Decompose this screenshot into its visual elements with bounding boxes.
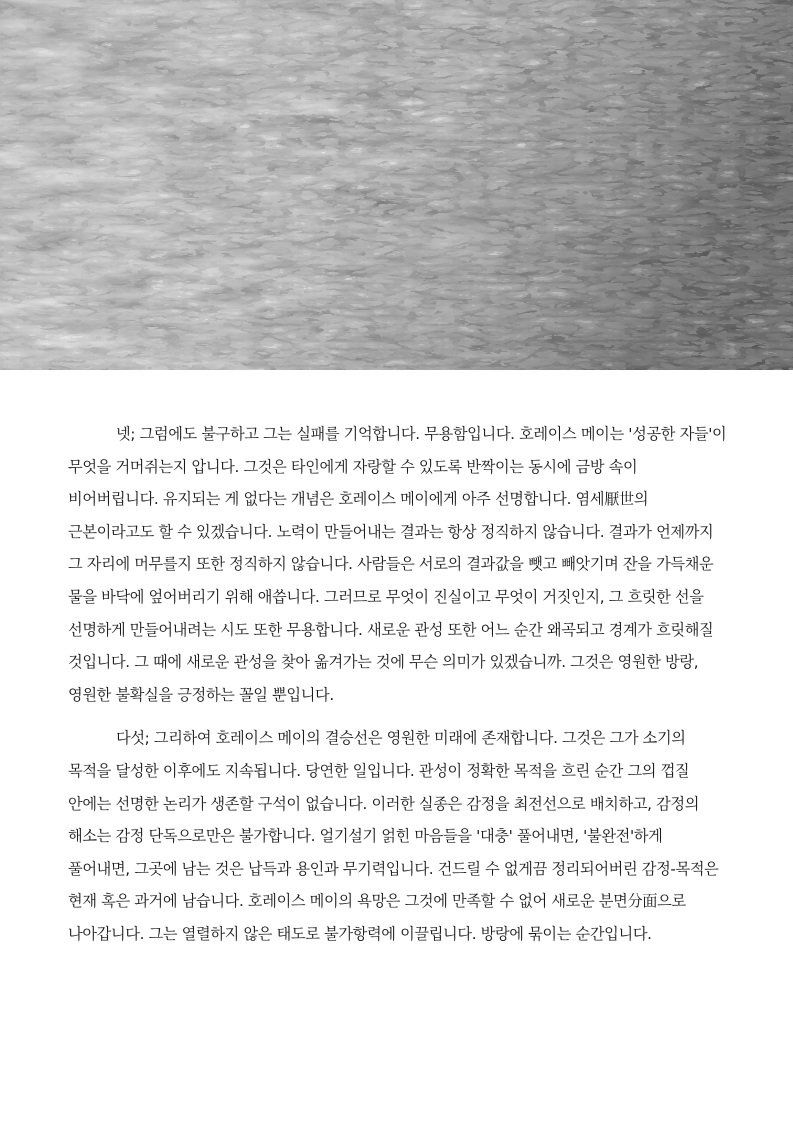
essay-body xyxy=(68,418,728,951)
paragraph-four: 넷; 그럼에도 불구하고 그는 실패를 기억합니다. 무용함입니다. 호레이스 메이는 '성공한 자들'이 무엇을 거머쥐는지 압니다. 그것은 타인에게 자랑할 수 있도록 반짝이는 동시에 금방 속이 비어버립니다. 유지되는 게 없다는 개념은 호레이스 메이에게 아주 선명합니다. 염세厭世의 근본이라고도 할 수 있겠습니다. 노력이 만들어내는 결과는 항상 정직하지 않습니다. 결과가 언제까지 그 자리에 머무를지 또한 정직하지 않습니다. 사람들은 서로의 결과값을 뺏고 빼앗기며 잔을 가득채운 물을 바닥에 엎어버리기 위해 애씁니다. 그러므로 무엇이 진실이고 무엇이 거짓인지, 그 흐릿한 선을 선명하게 만들어내려는 시도 또한 무용합니다. 새로운 관성 또한 어느 순간 왜곡되고 경계가 흐릿해질 것입니다. 그 때에 새로운 관성을 찾아 옮겨가는 것에 무슨 의미가 있겠습니까. 그것은 영원한 방랑, 영원한 불확실을 긍정하는 꼴일 뿐입니다. xyxy=(68,425,727,704)
water-surface-photo xyxy=(0,0,793,370)
paragraph-five: 다섯; 그리하여 호레이스 메이의 결승선은 영원한 미래에 존재합니다. 그것은 그가 소기의 목적을 달성한 이후에도 지속됩니다. 당연한 일입니다. 관성이 정확한 목적을 흐린 순간 그의 껍질 안에는 선명한 논리가 생존할 구석이 없습니다. 이러한 실종은 감정을 최전선으로 배치하고, 감정의 해소는 감정 단독으로만은 불가합니다. 얼기설기 얽힌 마음들을 '대충' 풀어내면, '불완전'하게 풀어내면, 그곳에 남는 것은 납득과 용인과 무기력입니다. 건드릴 수 없게끔 정리되어버린 감정-목적은 현재 혹은 과거에 남습니다. 호레이스 메이의 욕망은 그것에 만족할 수 없어 새로운 분면分面으로 나아갑니다. 그는 열렬하지 않은 태도로 불가항력에 이끌립니다. 방랑에 묶이는 순간입니다. xyxy=(68,729,719,943)
